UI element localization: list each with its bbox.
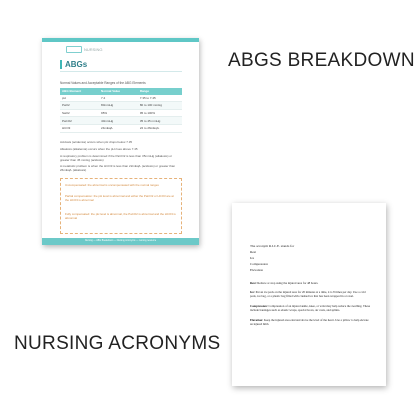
body-paragraph: Alkalosis (alkalemia) occurs when the pH rises above 7.45 [60,147,138,151]
definition-text: Put an ice pack on the injured area for 20 minutes at a time, 4 to 8 times per day. Use a cold pack, ice bag, or a plastic bag filled with crushed ice that has been wrapped in a towel. [250,290,366,299]
table-cell: PaCO2 [60,117,99,125]
definition-term: Ice: [250,290,255,294]
footer-text: Nursing — ABG Breakdown — Nursing Acronyms — nursing resource [84,239,157,242]
body-paragraph: A metabolic problem is when the HCO3 is less than 22mEq/L (acidosis) or greater than 26mEq/L (alkalosis) [60,164,176,173]
definition-text: Reduce or stop using the injured area for 48 hours. [257,281,319,285]
table-row [60,124,182,132]
document-title: ABGs [65,60,88,69]
table-cell: 95% [99,109,138,117]
table-header-row [60,88,182,95]
title-accent-bar [60,60,62,69]
table-cell: 7.4 [99,95,138,102]
abgs-document-preview [42,38,199,245]
note-item: Partial compensation: the pH level is abnormal and either the PaCO2 or HCO3 are at the HCO3 is abnormal [65,194,174,202]
table-cell: HCO3 [60,124,99,132]
title-divider [60,71,182,72]
document-logo [66,46,102,53]
acronym-intro-line: The acronym R.I.C.E. stands for [250,244,295,248]
definition-paragraph [250,290,372,298]
document-footer [42,238,199,245]
nursing-acronyms-document-preview [232,203,386,386]
abgs-breakdown-heading: ABGS BREAKDOWN [228,50,415,71]
note-item: Uncompensated: the abnormal is uncompensated with the normal ranges [65,183,159,187]
table-row [60,117,182,125]
table-cell: 80 to 100 mmHg [138,102,182,110]
table-header-cell: Range [138,88,182,95]
definition-paragraph [250,318,372,326]
definition-text: Keep the injured area elevated above the level of the heart. Use a pillow to help elevate an injured limb. [250,318,369,327]
acronym-list-item: Ice [250,256,255,260]
note-item: Fully compensated: the pH level is abnormal, the PaCO2 is abnormal and the HCO3 is abnormal [65,212,176,220]
table-cell: 40mmHg [99,117,138,125]
table-header-cell: ABG Element [60,88,99,95]
table-cell: 22 to 26mEq/L [138,124,182,132]
body-paragraph: A respiratory problem is determined if the PaCO2 is less than 35mmHg (alkalosis) or greater than 45 mmHg (acidosis) [60,154,173,163]
definition-paragraph [250,304,372,312]
table-cell: 95 to 100% [138,109,182,117]
logo-text: NURSING [84,47,103,52]
nursing-acronyms-heading: NURSING ACRONYMS [14,333,221,354]
definition-term: Elevation: [250,318,264,322]
acronym-list-item: Compression [250,262,268,266]
table-cell: pH [60,95,99,102]
document-header [60,60,87,69]
logo-mark-icon [66,46,82,53]
acronym-list-item: Rest [250,250,257,254]
compensation-notes-box [60,178,182,234]
definition-paragraph [250,281,372,285]
table-header-cell: Normal Value [99,88,138,95]
table-row [60,102,182,110]
document-subtitle: Normal Values and Acceptable Ranges of the ABG Elements [60,81,146,85]
body-paragraph: Acidosis (acidemia) occurs when pH drops below 7.35 [60,140,133,144]
table-cell: 7.35 to 7.45 [138,95,182,102]
table-cell: 80mmHg [99,102,138,110]
acronym-list-item: Elevation [250,268,263,272]
table-cell: 24mEq/L [99,124,138,132]
table-cell: 35 to 45 mmHg [138,117,182,125]
table-cell: PaO2 [60,102,99,110]
definition-text: Compression of an injured ankle, knee, or wrist may help reduce the swelling. These include bandages such as elastic wraps, special boots, air casts, and splints. [250,304,371,313]
table-cell: SaO2 [60,109,99,117]
table-row [60,95,182,102]
definition-term: Rest: [250,281,257,285]
definition-term: Compression: [250,304,268,308]
document-top-bar [42,38,199,42]
table-row [60,109,182,117]
abg-values-table [60,88,182,133]
